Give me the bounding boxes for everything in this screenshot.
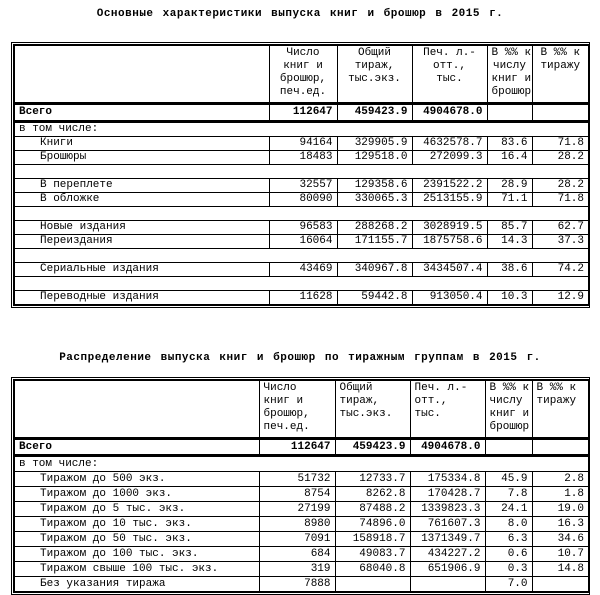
column-header-line: отт., <box>414 395 448 407</box>
row-label: Книги <box>14 137 269 151</box>
header-row <box>14 45 589 104</box>
data-row <box>14 151 589 165</box>
cell-value: 45.9 <box>485 472 532 487</box>
cell-value: 62.7 <box>532 221 589 235</box>
cell-value: 4904678.0 <box>410 439 485 456</box>
data-row <box>14 263 589 277</box>
column-header <box>335 380 410 439</box>
cell-value: 87488.2 <box>335 502 410 517</box>
group-row <box>14 456 589 472</box>
cell-value: 1371349.7 <box>410 532 485 547</box>
column-header <box>532 380 589 439</box>
group-label: в том числе: <box>14 456 589 472</box>
cell-value: 37.3 <box>532 235 589 249</box>
cell-value: 3434507.4 <box>412 263 487 277</box>
cell-value: 34.6 <box>532 532 589 547</box>
column-header <box>485 380 532 439</box>
cell-value: 272099.3 <box>412 151 487 165</box>
cell-value: 12.9 <box>532 291 589 306</box>
column-header-line: книг и <box>283 60 323 72</box>
table2-title: Распределение выпуска книг и брошюр по тиражным группам в 2015 г. <box>59 352 541 364</box>
cell-value: 1339823.3 <box>410 502 485 517</box>
row-label: Всего <box>14 439 259 456</box>
spacer-cell <box>14 165 589 179</box>
column-header-line: брошюр <box>491 86 532 98</box>
column-header <box>532 45 589 104</box>
cell-value: 171155.7 <box>337 235 412 249</box>
cell-value: 651906.9 <box>410 562 485 577</box>
cell-value: 14.8 <box>532 562 589 577</box>
row-label: Тиражом до 500 экз. <box>14 472 259 487</box>
row-label: Тиражом до 100 тыс. экз. <box>14 547 259 562</box>
column-header <box>337 45 412 104</box>
cell-value: 27199 <box>259 502 335 517</box>
cell-value: 2513155.9 <box>412 193 487 207</box>
data-row <box>14 577 589 593</box>
table1-main-characteristics <box>13 44 590 306</box>
column-header-line: тиражу <box>536 395 577 407</box>
cell-value: 16064 <box>269 235 337 249</box>
cell-value: 71.1 <box>487 193 532 207</box>
spacer-row <box>14 249 589 263</box>
spacer-row <box>14 277 589 291</box>
data-row <box>14 562 589 577</box>
data-row <box>14 291 589 306</box>
cell-value: 329905.9 <box>337 137 412 151</box>
cell-value: 761607.3 <box>410 517 485 532</box>
cell-value: 913050.4 <box>412 291 487 306</box>
cell-value <box>335 577 410 593</box>
cell-value: 94164 <box>269 137 337 151</box>
group-label: в том числе: <box>14 122 589 137</box>
cell-value: 7091 <box>259 532 335 547</box>
column-header-line: тыс.экз. <box>339 408 393 420</box>
column-header-line: брошюр <box>489 421 530 433</box>
cell-value: 7.8 <box>485 487 532 502</box>
cell-value: 3028919.5 <box>412 221 487 235</box>
cell-value: 83.6 <box>487 137 532 151</box>
cell-value <box>487 104 532 122</box>
column-header-line: В %% к <box>540 47 581 59</box>
cell-value <box>485 439 532 456</box>
cell-value: 170428.7 <box>410 487 485 502</box>
cell-value: 459423.9 <box>335 439 410 456</box>
group-row <box>14 122 589 137</box>
cell-value: 51732 <box>259 472 335 487</box>
cell-value: 8.0 <box>485 517 532 532</box>
column-header-line: Общий <box>339 382 373 394</box>
cell-value: 74.2 <box>532 263 589 277</box>
cell-value: 16.4 <box>487 151 532 165</box>
header-row <box>14 380 589 439</box>
column-header-line: печ.ед. <box>263 421 310 433</box>
row-label: В обложке <box>14 193 269 207</box>
column-header-line: тираж, <box>339 395 380 407</box>
column-header <box>259 380 335 439</box>
spacer-row <box>14 207 589 221</box>
cell-value: 38.6 <box>487 263 532 277</box>
column-header-line: тыс. <box>436 73 463 85</box>
column-header-line: книг и <box>263 395 304 407</box>
data-row <box>14 532 589 547</box>
column-header-line: Число <box>263 382 297 394</box>
row-label: Тиражом до 1000 экз. <box>14 487 259 502</box>
column-header-line: печ.ед. <box>279 86 327 98</box>
cell-value: 14.3 <box>487 235 532 249</box>
cell-value: 8262.8 <box>335 487 410 502</box>
column-header-line: тиражу <box>540 60 581 72</box>
column-header-line: книг и <box>491 73 532 85</box>
cell-value: 10.7 <box>532 547 589 562</box>
cell-value: 28.2 <box>532 179 589 193</box>
cell-value: 80090 <box>269 193 337 207</box>
cell-value: 8980 <box>259 517 335 532</box>
row-label: Всего <box>14 104 269 122</box>
cell-value: 175334.8 <box>410 472 485 487</box>
table1-frame <box>11 42 590 308</box>
cell-value: 434227.2 <box>410 547 485 562</box>
column-header-line: числу <box>492 60 526 72</box>
corner-cell <box>14 45 269 104</box>
data-row <box>14 547 589 562</box>
column-header-line: числу <box>489 395 523 407</box>
cell-value: 71.8 <box>532 137 589 151</box>
column-header-line: книг и <box>489 408 530 420</box>
row-label: Без указания тиража <box>14 577 259 593</box>
cell-value <box>532 577 589 593</box>
row-label: Переиздания <box>14 235 269 249</box>
column-header-line: брошюр, <box>279 73 327 85</box>
column-header-line: тыс.экз. <box>348 73 401 85</box>
cell-value: 74896.0 <box>335 517 410 532</box>
column-header-line: Число <box>286 47 320 59</box>
table1-title: Основные характеристики выпуска книг и брошюр в 2015 г. <box>96 8 504 20</box>
row-label: Брошюры <box>14 151 269 165</box>
total-row <box>14 439 589 456</box>
row-label: Тиражом свыше 100 тыс. экз. <box>14 562 259 577</box>
cell-value: 1.8 <box>532 487 589 502</box>
cell-value: 32557 <box>269 179 337 193</box>
column-header-line: Печ. л.- <box>423 47 476 59</box>
cell-value <box>532 104 589 122</box>
data-row <box>14 137 589 151</box>
column-header-line: брошюр, <box>263 408 310 420</box>
cell-value: 330065.3 <box>337 193 412 207</box>
row-label: Новые издания <box>14 221 269 235</box>
column-header-line: В %% к <box>489 382 530 394</box>
cell-value: 43469 <box>269 263 337 277</box>
cell-value: 11628 <box>269 291 337 306</box>
cell-value: 24.1 <box>485 502 532 517</box>
cell-value: 16.3 <box>532 517 589 532</box>
column-header <box>412 45 487 104</box>
cell-value: 10.3 <box>487 291 532 306</box>
data-row <box>14 502 589 517</box>
column-header-line: отт., <box>432 60 466 72</box>
data-row <box>14 193 589 207</box>
cell-value: 85.7 <box>487 221 532 235</box>
cell-value: 96583 <box>269 221 337 235</box>
cell-value: 6.3 <box>485 532 532 547</box>
row-label: Тиражом до 10 тыс. экз. <box>14 517 259 532</box>
cell-value: 19.0 <box>532 502 589 517</box>
cell-value <box>532 439 589 456</box>
cell-value: 288268.2 <box>337 221 412 235</box>
cell-value: 112647 <box>269 104 337 122</box>
cell-value: 4904678.0 <box>412 104 487 122</box>
row-label: Тиражом до 50 тыс. экз. <box>14 532 259 547</box>
row-label: Переводные издания <box>14 291 269 306</box>
cell-value: 0.3 <box>485 562 532 577</box>
data-row <box>14 487 589 502</box>
cell-value: 2391522.2 <box>412 179 487 193</box>
cell-value: 7888 <box>259 577 335 593</box>
cell-value: 59442.8 <box>337 291 412 306</box>
total-row <box>14 104 589 122</box>
spacer-row <box>14 165 589 179</box>
column-header-line: В %% к <box>536 382 577 394</box>
column-header-line: тыс. <box>414 408 441 420</box>
spacer-cell <box>14 207 589 221</box>
cell-value: 459423.9 <box>337 104 412 122</box>
cell-value: 112647 <box>259 439 335 456</box>
cell-value: 319 <box>259 562 335 577</box>
data-row <box>14 517 589 532</box>
data-row <box>14 472 589 487</box>
column-header-line: В %% к <box>491 47 532 59</box>
cell-value: 340967.8 <box>337 263 412 277</box>
cell-value: 12733.7 <box>335 472 410 487</box>
cell-value: 8754 <box>259 487 335 502</box>
corner-cell <box>14 380 259 439</box>
table2-print-run-groups <box>13 379 590 593</box>
cell-value: 2.8 <box>532 472 589 487</box>
spacer-cell <box>14 249 589 263</box>
column-header-line: Печ. л.- <box>414 382 468 394</box>
cell-value: 28.9 <box>487 179 532 193</box>
cell-value: 0.6 <box>485 547 532 562</box>
cell-value: 684 <box>259 547 335 562</box>
column-header-line: Общий <box>357 47 391 59</box>
row-label: Сериальные издания <box>14 263 269 277</box>
data-row <box>14 179 589 193</box>
spacer-cell <box>14 277 589 291</box>
cell-value: 129358.6 <box>337 179 412 193</box>
cell-value: 4632578.7 <box>412 137 487 151</box>
table2-frame <box>11 377 590 595</box>
row-label: В переплете <box>14 179 269 193</box>
column-header-line: тираж, <box>354 60 395 72</box>
cell-value: 1875758.6 <box>412 235 487 249</box>
cell-value: 7.0 <box>485 577 532 593</box>
column-header <box>269 45 337 104</box>
cell-value: 18483 <box>269 151 337 165</box>
row-label: Тиражом до 5 тыс. экз. <box>14 502 259 517</box>
column-header <box>487 45 532 104</box>
column-header <box>410 380 485 439</box>
cell-value: 129518.0 <box>337 151 412 165</box>
cell-value: 49083.7 <box>335 547 410 562</box>
cell-value <box>410 577 485 593</box>
data-row <box>14 235 589 249</box>
data-row <box>14 221 589 235</box>
cell-value: 71.8 <box>532 193 589 207</box>
cell-value: 68040.8 <box>335 562 410 577</box>
cell-value: 158918.7 <box>335 532 410 547</box>
cell-value: 28.2 <box>532 151 589 165</box>
